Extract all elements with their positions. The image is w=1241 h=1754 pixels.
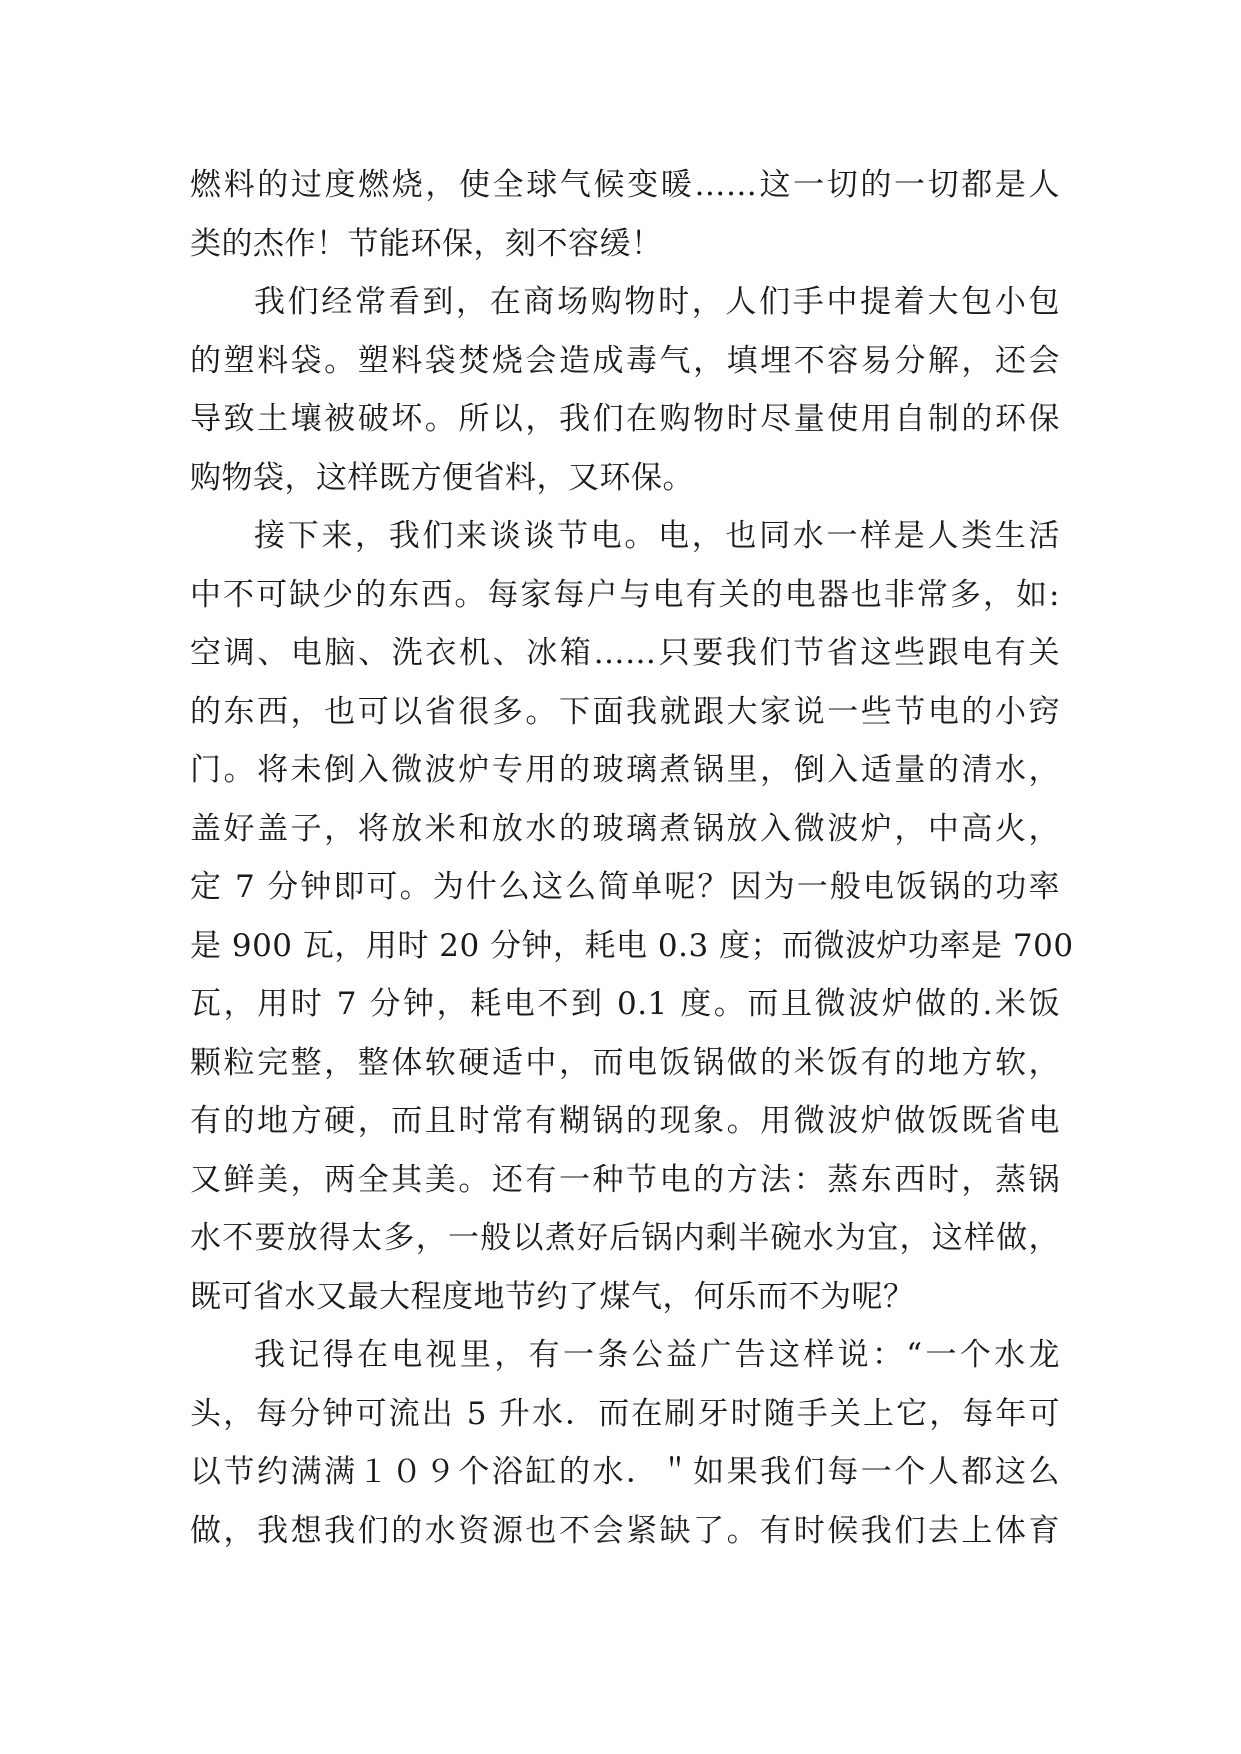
text-line: 我们经常看到，在商场购物时，人们手中提着大包小包 <box>254 284 1060 320</box>
text-line: 空调、电脑、洗衣机、冰箱……只要我们节省这些跟电有关 <box>190 635 1060 671</box>
text-line: 又鲜美，两全其美。还有一种节电的方法：蒸东西时，蒸锅 <box>190 1161 1060 1198</box>
text-line: 盖好盖子，将放米和放水的玻璃煮锅放入微波炉，中高火， <box>190 810 1060 847</box>
text-line: 我记得在电视里，有一条公益广告这样说：“一个水龙 <box>254 1337 1060 1373</box>
text-line: 有的地方硬，而且时常有糊锅的现象。用微波炉做饭既省电 <box>190 1103 1060 1139</box>
text-line: 是 900 瓦，用时 20 分钟，耗电 0.3 度；而微波炉功率是 700 <box>190 927 1074 964</box>
text-line: 的塑料袋。塑料袋焚烧会造成毒气，填埋不容易分解，还会 <box>190 342 1060 379</box>
text-line: 接下来，我们来谈谈节电。电，也同水一样是人类生活 <box>254 518 1060 554</box>
text-line: 燃料的过度燃烧，使全球气候变暖……这一切的一切都是人 <box>190 167 1060 203</box>
body-text <box>190 156 1074 1560</box>
text-line: 的东西，也可以省很多。下面我就跟大家说一些节电的小窍 <box>190 693 1060 730</box>
text-line: 做，我想我们的水资源也不会紧缺了。有时候我们去上体育 <box>190 1512 1060 1549</box>
text-line: 门。将未倒入微波炉专用的玻璃煮锅里，倒入适量的清水， <box>190 752 1060 788</box>
text-line: 中不可缺少的东西。每家每户与电有关的电器也非常多，如: <box>190 576 1060 613</box>
text-line: 既可省水又最大程度地节约了煤气，何乐而不为呢？ <box>190 1278 915 1315</box>
text-line: 头，每分钟可流出 5 升水．而在刷牙时随手关上它，每年可 <box>190 1395 1060 1432</box>
text-line: 颗粒完整，整体软硬适中，而电饭锅做的米饭有的地方软， <box>190 1044 1060 1081</box>
text-line: 导致土壤被破坏。所以，我们在购物时尽量使用自制的环保 <box>190 401 1060 437</box>
text-line: 以节约满满１０９个浴缸的水．＂如果我们每一个人都这么 <box>190 1454 1060 1490</box>
text-line: 定 7 分钟即可。为什么这么简单呢？因为一般电饭锅的功率 <box>190 869 1060 905</box>
text-line: 瓦，用时 7 分钟，耗电不到 0.1 度。而且微波炉做的.米饭 <box>190 986 1060 1022</box>
text-line: 类的杰作！节能环保，刻不容缓！ <box>190 225 663 262</box>
text-line: 购物袋，这样既方便省料，又环保。 <box>190 459 694 496</box>
text-line: 水不要放得太多，一般以煮好后锅内剩半碗水为宜，这样做， <box>190 1220 1060 1256</box>
